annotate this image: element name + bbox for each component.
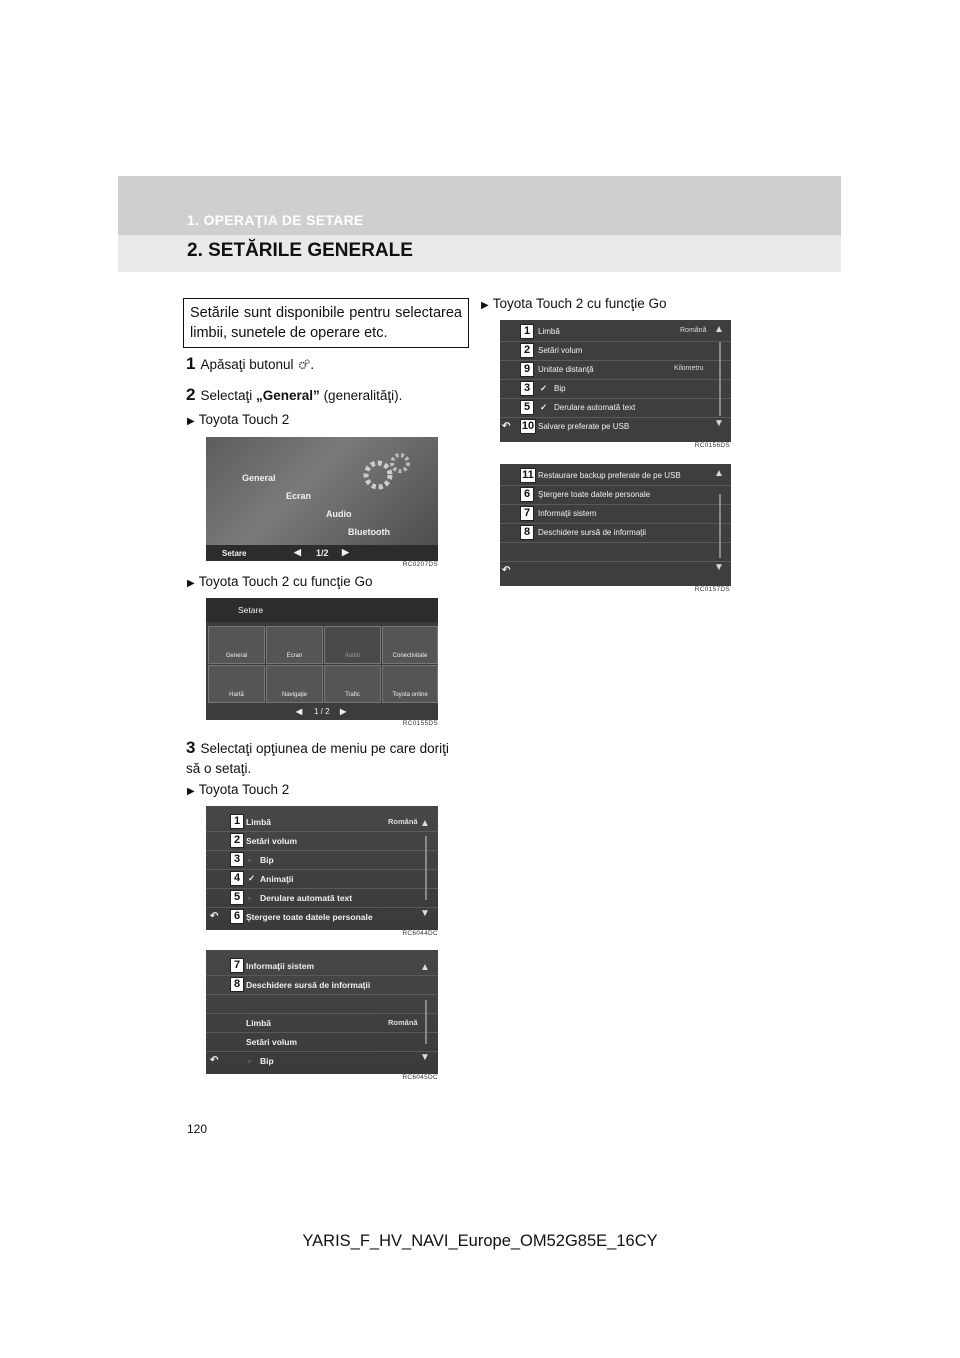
- tile-conectivitate[interactable]: [382, 626, 438, 664]
- tile-audio[interactable]: [324, 626, 381, 664]
- menu-audio[interactable]: Audio: [326, 509, 352, 519]
- image-code: RC6045DC: [402, 1074, 438, 1081]
- scroll-up-icon[interactable]: ▲: [714, 468, 724, 479]
- scrollbar[interactable]: [719, 342, 721, 416]
- menu-label: Bip: [554, 384, 566, 393]
- step-number: 3: [186, 738, 196, 757]
- tile-label: General: [225, 653, 248, 659]
- triangle-bullet-icon: ▶: [187, 786, 195, 797]
- menu-row[interactable]: [500, 379, 731, 399]
- screen-touch2-main: [206, 437, 438, 561]
- scrollbar[interactable]: [719, 494, 721, 558]
- scroll-down-icon[interactable]: ▼: [714, 562, 724, 573]
- setup-gear-icon: [297, 358, 310, 371]
- scroll-up-icon[interactable]: ▲: [420, 962, 430, 973]
- tile-label: Ecran: [286, 653, 303, 659]
- scrollbar[interactable]: [425, 836, 427, 900]
- menu-label: Deschidere sursă de informaţii: [246, 980, 371, 990]
- tile-harta[interactable]: [208, 665, 265, 703]
- scroll-up-icon[interactable]: ▲: [420, 818, 430, 829]
- scroll-down-icon[interactable]: ▼: [420, 908, 430, 919]
- check-icon[interactable]: ✓: [540, 383, 548, 393]
- tile-label: Hartă: [229, 692, 244, 698]
- page-indicator: 1 / 2: [314, 707, 330, 716]
- menu-label: Limbă: [246, 817, 272, 827]
- menu-row[interactable]: [500, 398, 731, 418]
- back-icon[interactable]: ↶: [210, 911, 219, 922]
- step-1: [186, 354, 314, 375]
- callout-number: 4: [230, 871, 244, 886]
- next-page-icon[interactable]: ▶: [340, 707, 347, 716]
- callout-number: 6: [230, 909, 244, 924]
- scroll-up-icon[interactable]: ▲: [714, 324, 724, 335]
- menu-ecran[interactable]: Ecran: [286, 491, 312, 501]
- callout-number: 1: [230, 814, 244, 829]
- page-indicator: 1/2: [316, 548, 329, 558]
- menu-label: Restaurare backup preferate de pe USB: [538, 471, 681, 480]
- step-2: [186, 385, 402, 406]
- triangle-bullet-icon: ▶: [187, 578, 195, 589]
- menu-row-empty: [206, 994, 438, 1014]
- screen-touch2-list-1: [206, 806, 438, 930]
- image-code: RC0207DS: [402, 561, 438, 568]
- tile-label: Audio: [344, 653, 361, 659]
- menu-row[interactable]: [206, 1051, 438, 1070]
- menu-row[interactable]: [500, 523, 731, 543]
- triangle-bullet-icon: ▶: [187, 416, 195, 427]
- menu-label: Setări volum: [246, 1037, 298, 1047]
- prev-page-icon[interactable]: ◀: [296, 707, 303, 716]
- menu-row[interactable]: [206, 956, 438, 976]
- chapter-title: 1. OPERAŢIA DE SETARE: [187, 212, 364, 228]
- callout-number: 3: [230, 852, 244, 867]
- menu-row[interactable]: [500, 504, 731, 524]
- menu-row[interactable]: [206, 850, 438, 870]
- menu-label: Salvare preferate pe USB: [538, 422, 630, 431]
- menu-value: Română: [680, 327, 707, 334]
- menu-label: Unitate distanţă: [538, 365, 594, 374]
- intro-box: Setările sunt disponibile pentru selectarea limbii, sunetele de operare etc.: [183, 298, 469, 348]
- image-code: RC0157DS: [694, 586, 730, 593]
- screen-touch2go-main: [206, 598, 438, 720]
- step-number: 1: [186, 354, 196, 373]
- check-icon[interactable]: ✓: [540, 402, 548, 412]
- menu-row[interactable]: [500, 341, 731, 361]
- menu-label: Limbă: [246, 1018, 272, 1028]
- bullet-touch2: [187, 412, 289, 427]
- bullet-touch2-list: [187, 782, 289, 797]
- screen-label: Setare: [222, 549, 247, 558]
- large-gear-icon: [356, 447, 416, 497]
- menu-row[interactable]: [206, 869, 438, 889]
- back-icon[interactable]: ↶: [210, 1055, 219, 1066]
- callout-number: 7: [230, 958, 244, 973]
- callout-number: 11: [520, 468, 536, 483]
- menu-label: Animaţii: [260, 874, 294, 884]
- menu-row[interactable]: [500, 417, 731, 436]
- menu-row[interactable]: [206, 888, 438, 908]
- menu-label: Ştergere toate datele personale: [538, 490, 651, 499]
- callout-number: 5: [230, 890, 244, 905]
- bullet-text: Toyota Touch 2 cu funcţie Go: [198, 574, 373, 589]
- menu-row[interactable]: [206, 831, 438, 851]
- menu-label: Bip: [260, 855, 274, 865]
- next-page-icon[interactable]: ▶: [342, 547, 349, 557]
- menu-label: Setări volum: [246, 836, 298, 846]
- callout-number: 1: [520, 324, 534, 339]
- back-icon[interactable]: ↶: [502, 565, 511, 576]
- scroll-down-icon[interactable]: ▼: [420, 1052, 430, 1063]
- bullet-text: Toyota Touch 2: [198, 412, 290, 427]
- screen-touch2go-list-2: [500, 464, 731, 586]
- menu-label: Informaţii sistem: [246, 961, 315, 971]
- callout-number: 10: [521, 420, 535, 432]
- triangle-bullet-icon: ▶: [481, 300, 489, 311]
- bullet-touch2go: [187, 574, 373, 589]
- callout-number: 2: [230, 833, 244, 848]
- menu-label: Bip: [260, 1056, 274, 1066]
- menu-value: Kilometru: [674, 365, 704, 372]
- menu-row-empty: [500, 542, 731, 562]
- tile-trafic[interactable]: [324, 665, 381, 703]
- scrollbar[interactable]: [425, 1000, 427, 1044]
- menu-label: Limbă: [538, 327, 560, 336]
- menu-row[interactable]: [206, 907, 438, 926]
- tile-navigatie[interactable]: [266, 665, 323, 703]
- tile-label: Conectivitate: [392, 653, 428, 659]
- page-number: 120: [187, 1122, 208, 1136]
- scroll-down-icon[interactable]: ▼: [714, 418, 724, 429]
- callout-number: 3: [520, 381, 534, 396]
- tile-label: Toyota online: [392, 692, 428, 698]
- bullet-text: Toyota Touch 2 cu funcţie Go: [492, 296, 667, 311]
- menu-label: Derulare automată text: [260, 893, 353, 903]
- callout-number: 9: [520, 362, 534, 377]
- image-code: RC0155DS: [402, 720, 438, 727]
- menu-row[interactable]: [500, 360, 731, 380]
- step-number: 2: [186, 385, 196, 404]
- menu-label: Ştergere toate datele personale: [246, 912, 373, 922]
- menu-row[interactable]: [206, 1013, 438, 1033]
- callout-number: 2: [520, 343, 534, 358]
- step-text: Apăsaţi butonul: [200, 357, 294, 372]
- menu-general[interactable]: General: [242, 473, 276, 483]
- menu-row[interactable]: [500, 485, 731, 505]
- menu-value: Română: [388, 1018, 418, 1027]
- bullet-text: Toyota Touch 2: [198, 782, 290, 797]
- menu-bluetooth[interactable]: Bluetooth: [348, 527, 390, 537]
- screen-touch2-list-2: [206, 950, 438, 1074]
- step-text-end: (generalităţi).: [323, 388, 403, 403]
- step-3: [186, 738, 458, 779]
- document-footer: YARIS_F_HV_NAVI_Europe_OM52G85E_16CY: [302, 1232, 658, 1250]
- bullet-touch2go-right: [481, 296, 667, 311]
- tile-label: Trafic: [345, 692, 360, 698]
- checkbox-off-icon[interactable]: ▫: [248, 855, 252, 865]
- section-title: 2. SETĂRILE GENERALE: [187, 240, 413, 261]
- screen-title: Setare: [238, 605, 264, 615]
- menu-row[interactable]: [500, 466, 731, 486]
- callout-number: 5: [520, 400, 534, 415]
- step-text-end: .: [310, 357, 315, 372]
- menu-row[interactable]: [206, 812, 438, 832]
- menu-value: Română: [388, 817, 418, 826]
- step-bold-text: „General”: [256, 388, 320, 403]
- menu-row[interactable]: [500, 322, 731, 342]
- callout-number: 8: [520, 525, 534, 540]
- menu-row[interactable]: [206, 975, 438, 995]
- prev-page-icon[interactable]: ◀: [294, 547, 301, 557]
- back-icon[interactable]: ↶: [502, 421, 511, 432]
- menu-row-empty: [500, 561, 731, 580]
- step-text: Selectaţi opţiunea de meniu pe care doriţi să o setaţi.: [186, 741, 449, 776]
- tile-label: Navigaţie: [281, 692, 307, 698]
- step-text: Selectaţi: [200, 388, 253, 403]
- tile-general[interactable]: [208, 626, 265, 664]
- tile-toyota-online[interactable]: [382, 665, 438, 703]
- callout-number: 7: [520, 506, 534, 521]
- image-code: RC0156DS: [694, 442, 730, 449]
- menu-label: Deschidere sursă de informaţii: [538, 528, 647, 537]
- check-icon[interactable]: ✓: [248, 873, 256, 883]
- menu-label: Informaţii sistem: [538, 509, 597, 518]
- menu-label: Derulare automată text: [554, 403, 636, 412]
- checkbox-off-icon[interactable]: ▫: [248, 893, 252, 903]
- callout-number: 6: [520, 487, 534, 502]
- callout-number: 8: [230, 977, 244, 992]
- menu-row[interactable]: [206, 1032, 438, 1052]
- screen-touch2go-list-1: [500, 320, 731, 442]
- image-code: RC6044DC: [402, 930, 438, 937]
- checkbox-off-icon[interactable]: ▫: [248, 1056, 252, 1066]
- menu-label: Setări volum: [538, 346, 583, 355]
- tile-ecran[interactable]: [266, 626, 323, 664]
